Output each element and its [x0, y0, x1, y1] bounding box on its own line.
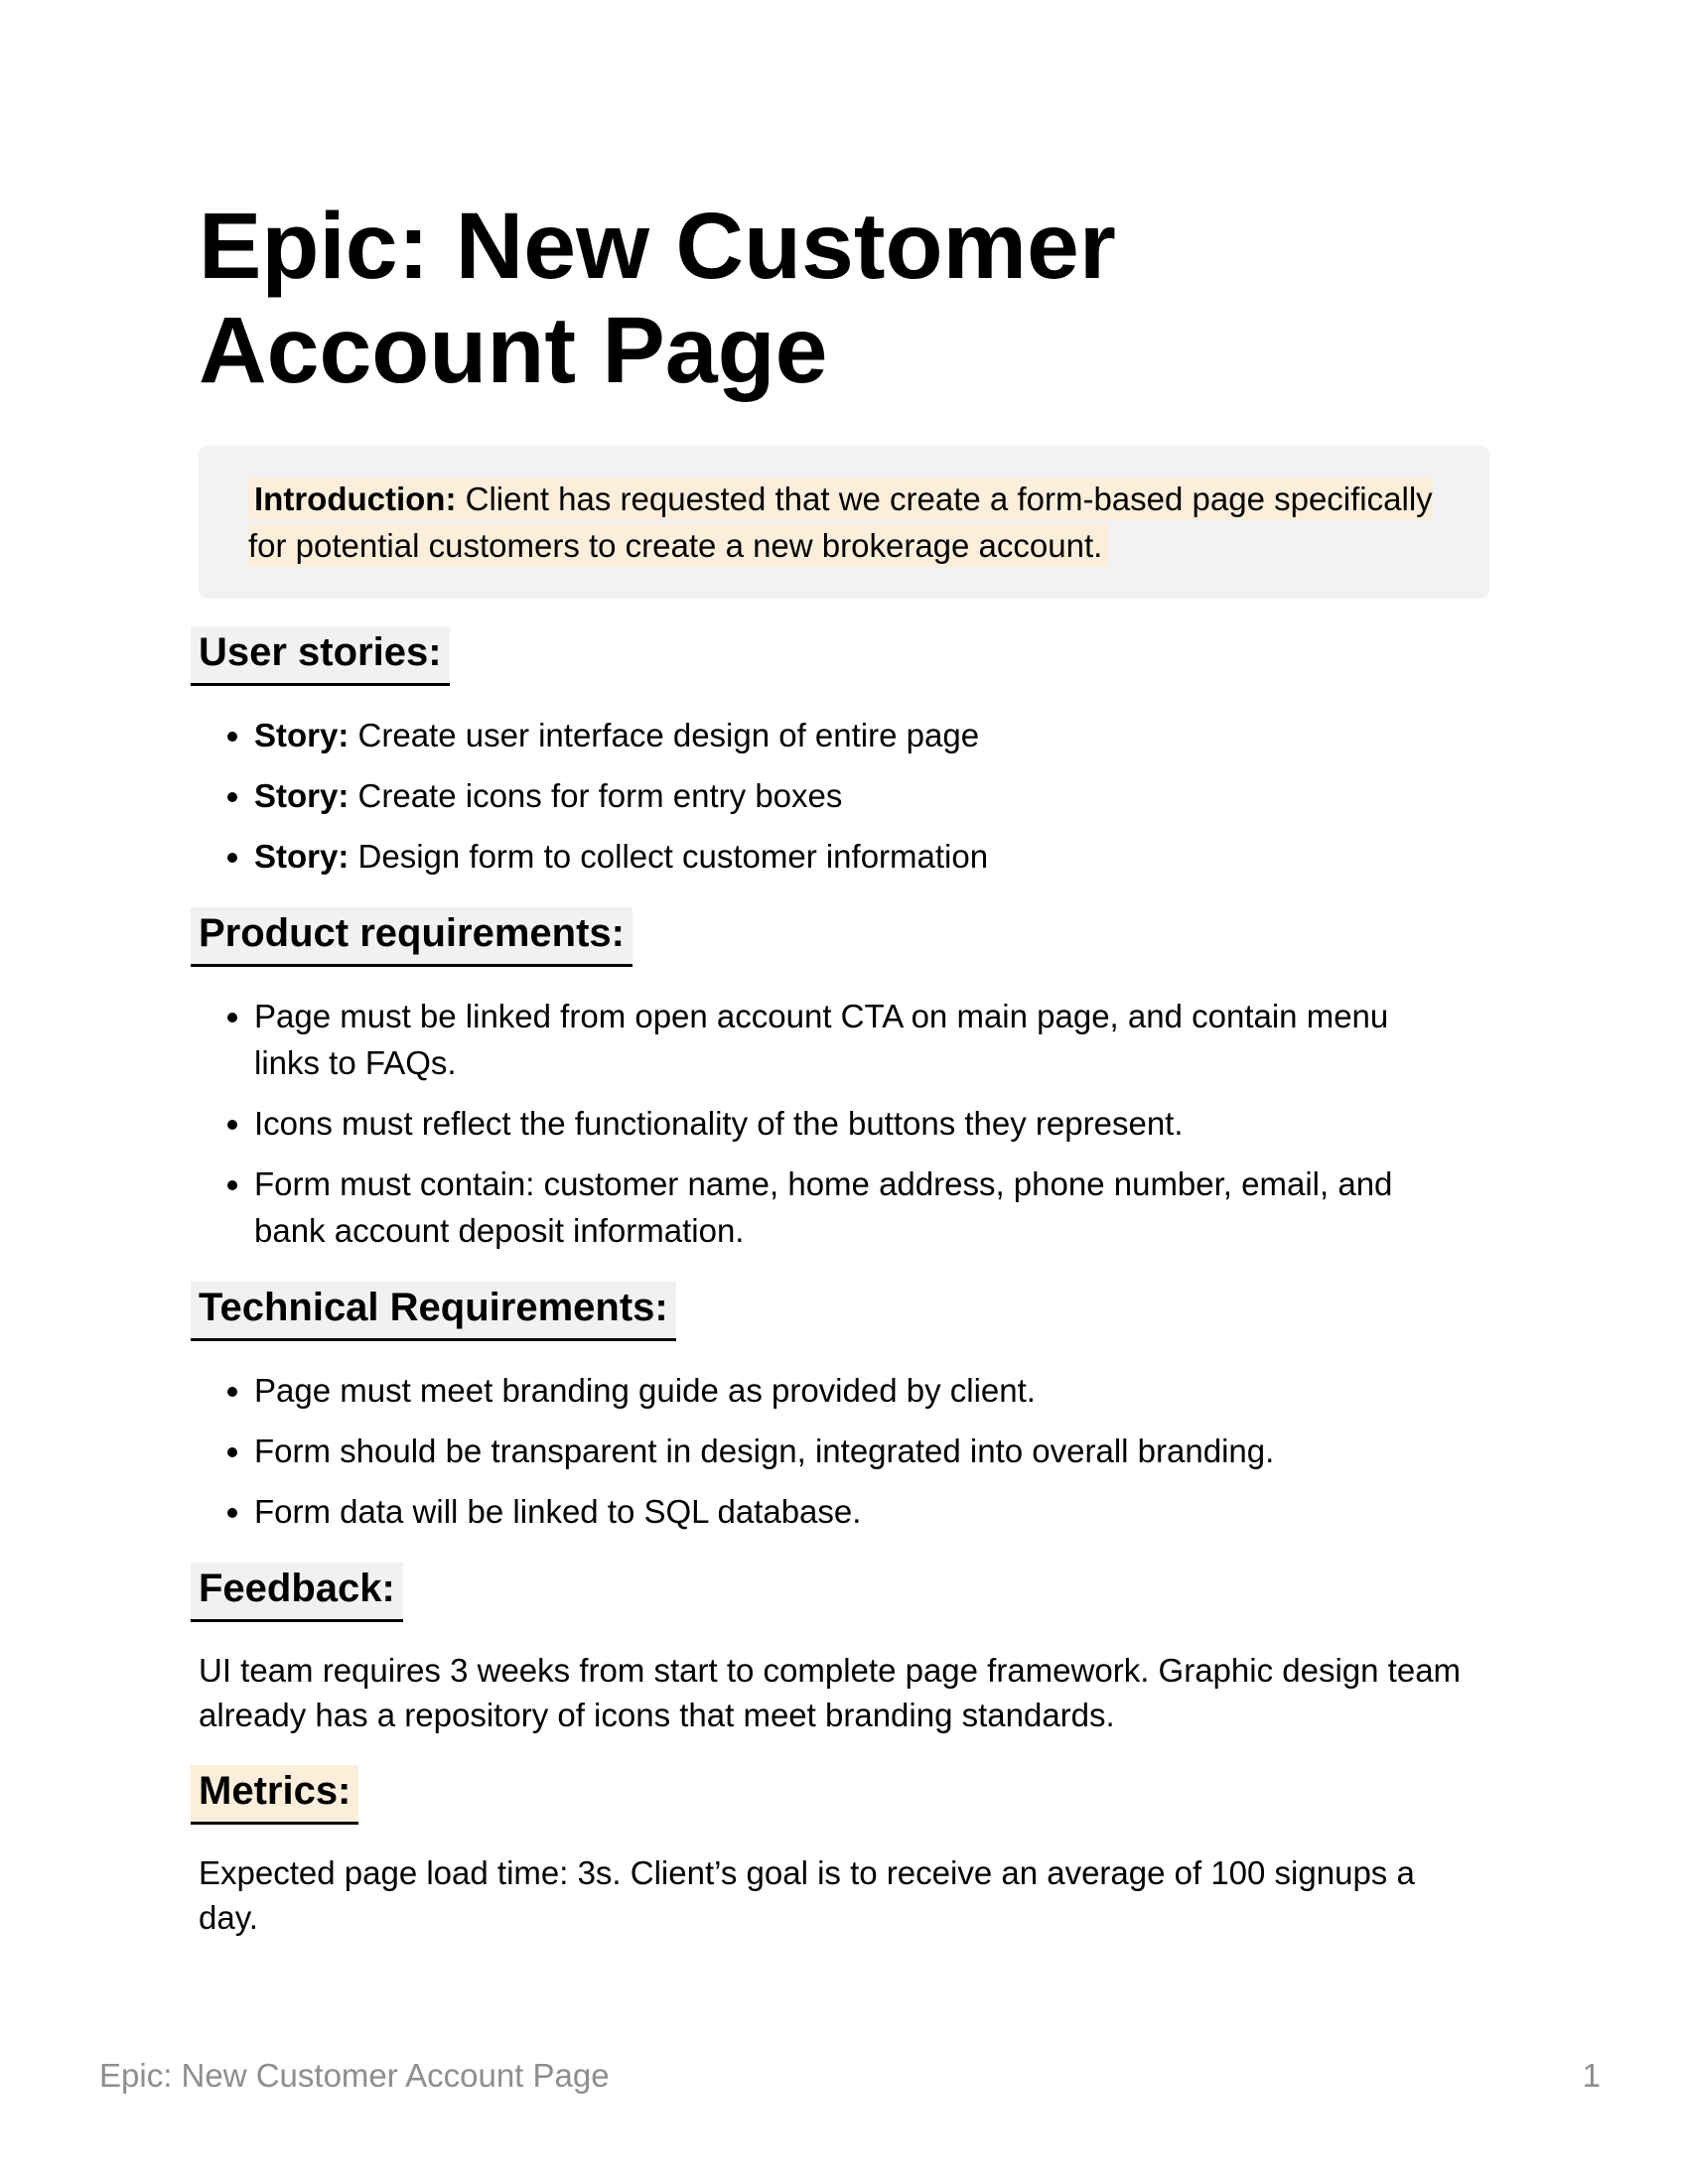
requirement-text: Page must be linked from open account CTA on main page, and contain menu links to FAQs.	[254, 998, 1389, 1081]
story-text: Design form to collect customer information	[357, 838, 989, 875]
requirement-text: Form data will be linked to SQL database.	[254, 1493, 862, 1530]
list-item	[254, 712, 1461, 758]
technical-requirements-heading	[199, 1282, 1489, 1341]
feedback-paragraph: UI team requires 3 weeks from start to complete page framework. Graphic design team already has a repository of icons that meet branding standards.	[199, 1652, 1462, 1733]
list-item	[254, 1160, 1461, 1254]
section-user-stories	[199, 626, 1489, 880]
story-label: Story:	[254, 777, 350, 814]
list-item	[254, 1367, 1461, 1414]
product-requirements-list	[199, 993, 1489, 1254]
list-item	[254, 772, 1461, 819]
introduction-body-text: Client has requested that we create a form-based page specifically for potential customers to create a new brokerage account.	[248, 480, 1433, 564]
requirement-text: Form must contain: customer name, home address, phone number, email, and bank account deposit information.	[254, 1165, 1393, 1249]
section-metrics	[199, 1765, 1489, 1940]
section-feedback	[199, 1563, 1489, 1737]
footer-page-number: 1	[1582, 2057, 1601, 2094]
section-technical-requirements	[199, 1282, 1489, 1535]
story-text: Create icons for form entry boxes	[357, 777, 843, 814]
document-title: Epic: New Customer Account Page	[199, 194, 1116, 403]
section-product-requirements	[199, 907, 1489, 1254]
user-stories-heading-text: User stories:	[191, 626, 450, 686]
technical-requirements-list	[199, 1367, 1489, 1535]
story-text: Create user interface design of entire page	[357, 717, 980, 753]
list-item	[254, 1488, 1461, 1535]
introduction-label: Introduction:	[254, 480, 457, 517]
list-item	[254, 1428, 1461, 1474]
story-label: Story:	[254, 717, 350, 753]
introduction-paragraph	[248, 476, 1440, 569]
requirement-text: Form should be transparent in design, integrated into overall branding.	[254, 1433, 1275, 1469]
user-stories-heading	[199, 626, 1489, 686]
technical-requirements-heading-text: Technical Requirements:	[191, 1282, 676, 1341]
product-requirements-heading-text: Product requirements:	[191, 907, 633, 967]
introduction-callout	[199, 446, 1489, 599]
story-label: Story:	[254, 838, 350, 875]
list-item	[254, 1100, 1461, 1147]
product-requirements-heading	[199, 907, 1489, 967]
page-footer	[99, 2057, 1601, 2095]
feedback-heading-text: Feedback:	[191, 1563, 403, 1622]
footer-document-title: Epic: New Customer Account Page	[99, 2057, 610, 2094]
metrics-heading	[199, 1765, 1489, 1825]
list-item	[254, 833, 1461, 880]
requirement-text: Page must meet branding guide as provided by client.	[254, 1372, 1036, 1409]
metrics-heading-text: Metrics:	[191, 1765, 358, 1825]
user-stories-list	[199, 712, 1489, 880]
document-content	[0, 195, 1688, 1940]
metrics-paragraph: Expected page load time: 3s. Client’s goal is to receive an average of 100 signups a day.	[199, 1854, 1415, 1936]
requirement-text: Icons must reflect the functionality of the buttons they represent.	[254, 1105, 1184, 1142]
feedback-heading	[199, 1563, 1489, 1622]
list-item	[254, 993, 1461, 1086]
introduction-highlight	[248, 478, 1433, 567]
